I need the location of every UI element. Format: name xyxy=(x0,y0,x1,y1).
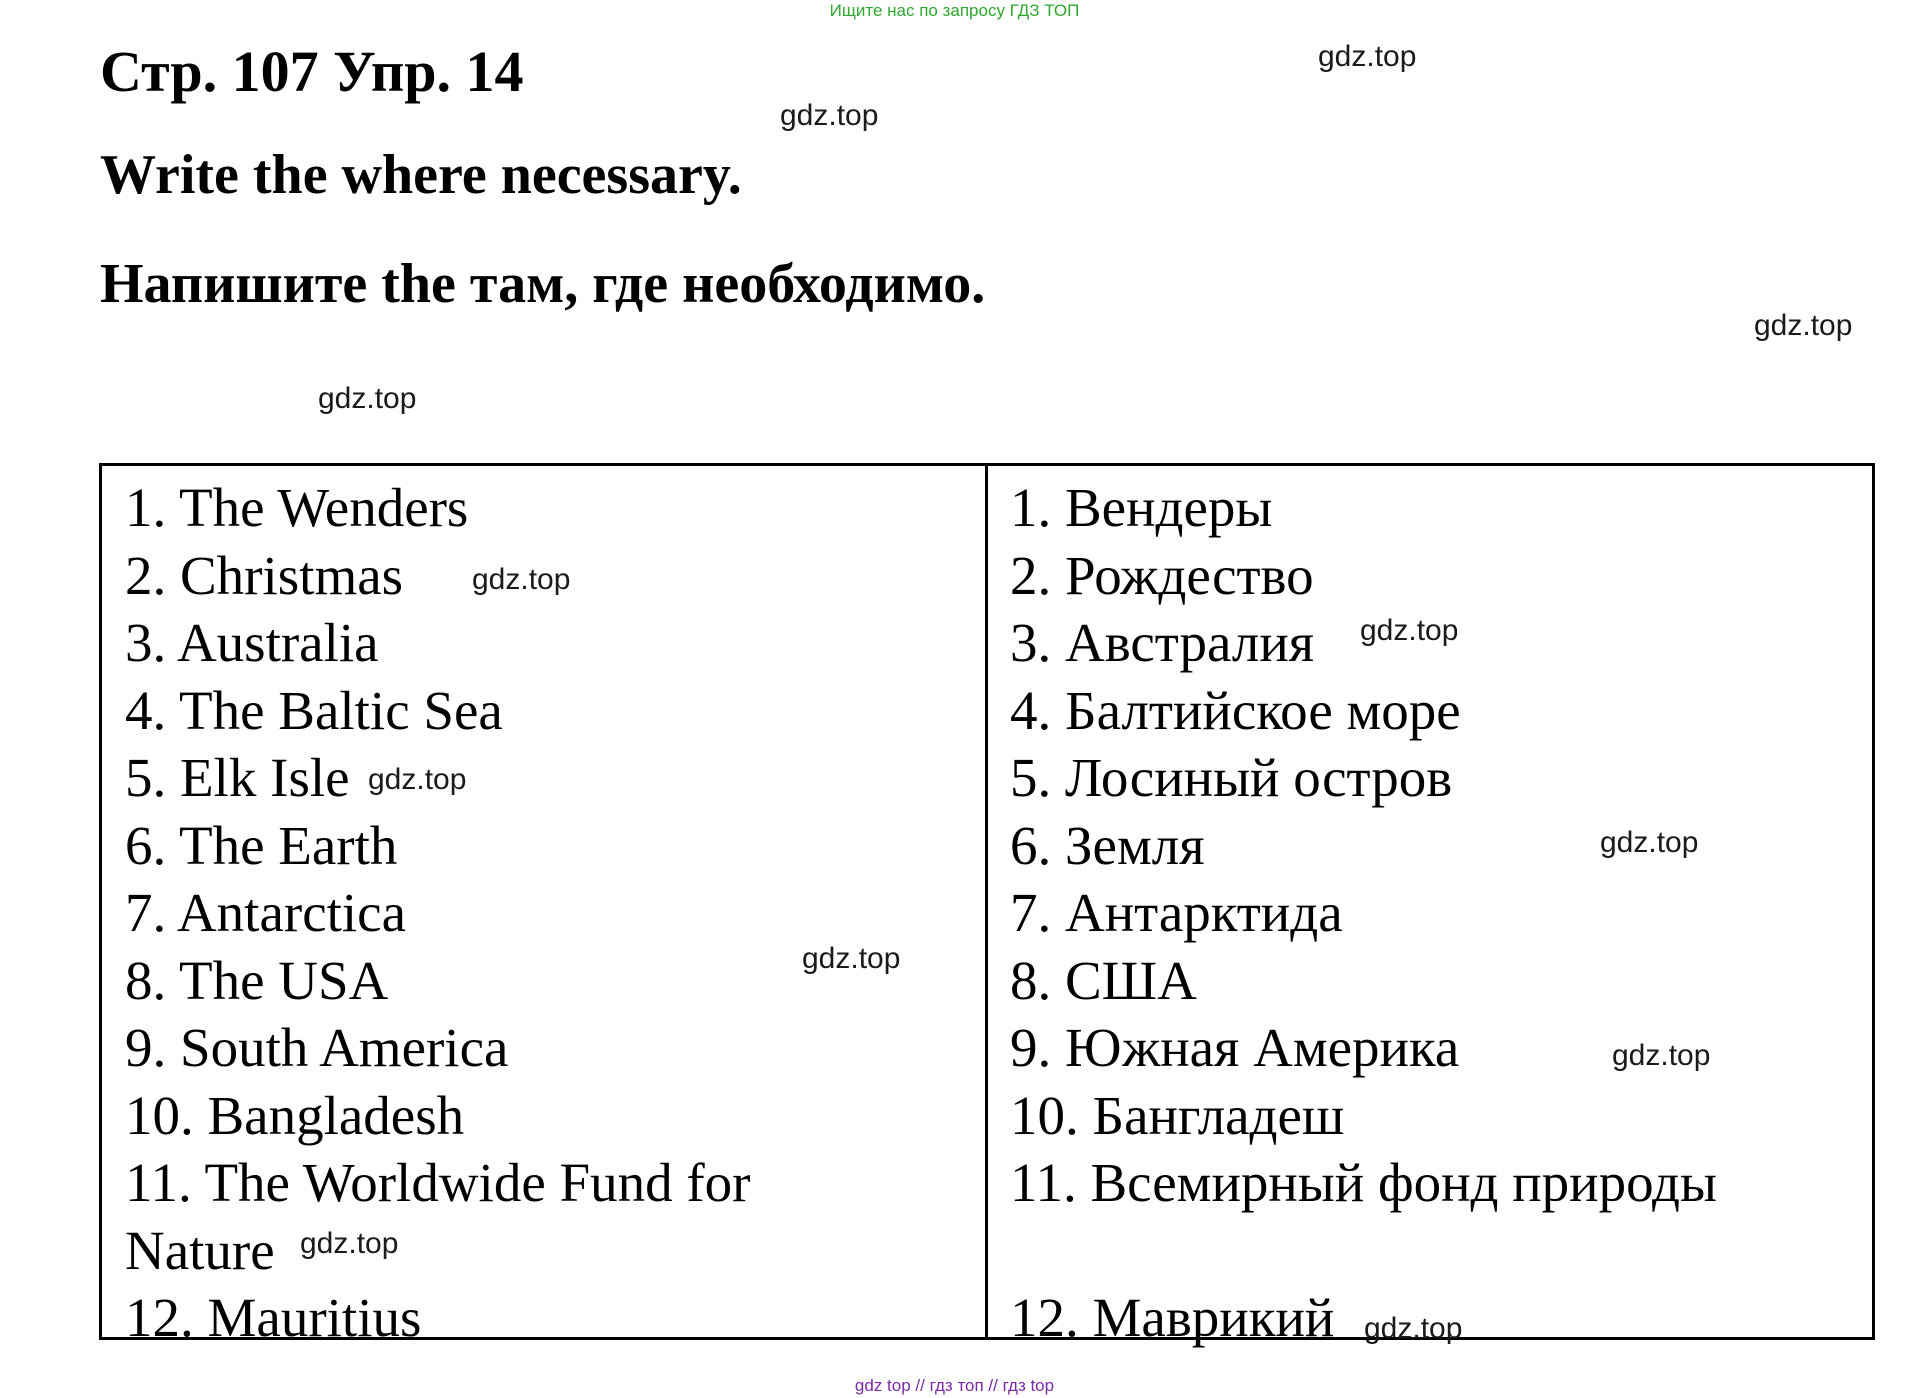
english-item: 11. The Worldwide Fund for Nature xyxy=(125,1152,751,1281)
english-item: 5. Elk Isle xyxy=(125,747,350,808)
watermark: gdz.top xyxy=(318,382,417,415)
russian-item: 12. Маврикий xyxy=(1010,1287,1335,1348)
russian-item: 1. Вендеры xyxy=(1010,477,1273,538)
answer-table xyxy=(99,463,1875,1348)
english-item: 3. Australia xyxy=(125,612,379,673)
english-item: 8. The USA xyxy=(125,949,389,1011)
watermark: gdz.top xyxy=(780,99,879,132)
watermark: gdz.top xyxy=(300,1227,399,1260)
english-item: 6. The Earth xyxy=(125,814,398,876)
english-item: 4. The Baltic Sea xyxy=(125,679,503,741)
watermark: gdz.top xyxy=(1360,614,1459,647)
russian-item: 3. Австралия xyxy=(1010,612,1315,673)
russian-item: 9. Южная Америка xyxy=(1010,1017,1460,1078)
watermark: gdz.top xyxy=(1612,1039,1711,1072)
watermark: gdz.top xyxy=(802,942,901,975)
russian-item: 2. Рождество xyxy=(1010,544,1314,606)
russian-column xyxy=(988,466,1872,1348)
russian-item: 10. Бангладеш xyxy=(1010,1084,1345,1146)
task-russian: Напишите the там, где необходимо. xyxy=(100,253,986,315)
english-item: 10. Bangladesh xyxy=(125,1084,465,1146)
watermark: gdz.top xyxy=(1364,1312,1463,1345)
watermark: gdz.top xyxy=(368,763,467,796)
footer-links: gdz top // гдз топ // гдз top xyxy=(854,1376,1055,1395)
english-item: 12. Mauritius xyxy=(125,1287,422,1348)
english-item: 1. The Wenders xyxy=(125,477,469,538)
watermark: gdz.top xyxy=(472,563,571,596)
russian-item: 8. США xyxy=(1010,949,1197,1011)
watermark: gdz.top xyxy=(1754,309,1853,342)
watermark: gdz.top xyxy=(1318,40,1417,73)
english-item: 2. Christmas xyxy=(125,544,404,606)
russian-item: 4. Балтийское море xyxy=(1010,679,1461,741)
watermark: gdz.top xyxy=(1600,826,1699,859)
english-item: 9. South America xyxy=(125,1017,509,1078)
russian-item: 5. Лосиный остров xyxy=(1010,747,1453,808)
russian-item: 6. Земля xyxy=(1010,814,1205,876)
task-english: Write the where necessary. xyxy=(100,144,742,206)
top-search-note: Ищите нас по запросу ГДЗ ТОП xyxy=(829,1,1080,20)
english-item: 7. Antarctica xyxy=(125,882,406,943)
russian-item: 11. Всемирный фонд природы xyxy=(1010,1152,1717,1213)
page-exercise-title: Стр. 107 Упр. 14 xyxy=(100,39,524,104)
russian-item: 7. Антарктида xyxy=(1010,882,1343,943)
